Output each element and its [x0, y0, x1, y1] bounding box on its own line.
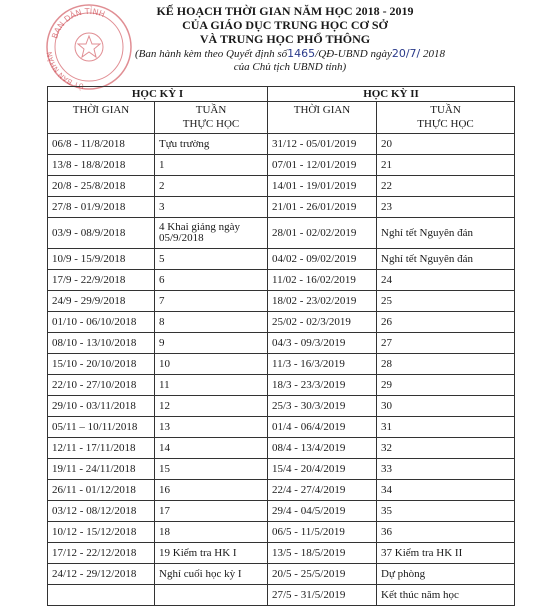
- table-row: [48, 564, 515, 585]
- week-cell-hk2: 22: [377, 176, 515, 197]
- week-cell-hk2: 28: [377, 354, 515, 375]
- week-cell-hk2: 26: [377, 312, 515, 333]
- table-row: [48, 134, 515, 155]
- week-cell-hk1: 8: [155, 312, 268, 333]
- time-cell-hk2: 04/02 - 09/02/2019: [268, 249, 377, 270]
- time-cell-hk2: 22/4 - 27/4/2019: [268, 480, 377, 501]
- time-cell-hk1: 03/12 - 08/12/2018: [48, 501, 155, 522]
- time-cell-hk1: 22/10 - 27/10/2018: [48, 375, 155, 396]
- table-row: [48, 218, 515, 249]
- week-cell-hk2: Dự phòng: [377, 564, 515, 585]
- time-cell-hk1: 17/12 - 22/12/2018: [48, 543, 155, 564]
- time-cell-hk1: 19/11 - 24/11/2018: [48, 459, 155, 480]
- semester-header-row: [48, 87, 515, 102]
- time-cell-hk2: 07/01 - 12/01/2019: [268, 155, 377, 176]
- week-cell-hk1: 1: [155, 155, 268, 176]
- time-cell-hk2: 31/12 - 05/01/2019: [268, 134, 377, 155]
- week-cell-hk2: 24: [377, 270, 515, 291]
- time-cell-hk2: 13/5 - 18/5/2019: [268, 543, 377, 564]
- table-row: [48, 375, 515, 396]
- table-row: [48, 176, 515, 197]
- week-cell-hk1: 19 Kiểm tra HK I: [155, 543, 268, 564]
- title-line-2: CỦA GIÁO DỤC TRUNG HỌC CƠ SỞ: [182, 18, 388, 32]
- table-row: [48, 270, 515, 291]
- svg-text:BAN DÂN TỈNH: [50, 5, 106, 40]
- week-cell-hk2: Nghỉ tết Nguyên đán: [377, 249, 515, 270]
- table-row: [48, 417, 515, 438]
- week-cell-hk2: Nghỉ tết Nguyên đán: [377, 218, 515, 249]
- time-cell-hk2: 20/5 - 25/5/2019: [268, 564, 377, 585]
- time-cell-hk2: 14/01 - 19/01/2019: [268, 176, 377, 197]
- col-time-1: THỜI GIAN: [48, 102, 155, 134]
- week-cell-hk2: 29: [377, 375, 515, 396]
- week-cell-hk1: 10: [155, 354, 268, 375]
- week-cell-hk2: 37 Kiểm tra HK II: [377, 543, 515, 564]
- table-row: [48, 291, 515, 312]
- time-cell-hk2: 25/3 - 30/3/2019: [268, 396, 377, 417]
- week-cell-hk1: 9: [155, 333, 268, 354]
- week-cell-hk2: 35: [377, 501, 515, 522]
- time-cell-hk1: 17/9 - 22/9/2018: [48, 270, 155, 291]
- time-cell-hk1: 24/12 - 29/12/2018: [48, 564, 155, 585]
- time-cell-hk1: [48, 585, 155, 606]
- title-line-1: KẾ HOẠCH THỜI GIAN NĂM HỌC 2018 - 2019: [156, 4, 414, 18]
- week-cell-hk2: 23: [377, 197, 515, 218]
- time-cell-hk1: 15/10 - 20/10/2018: [48, 354, 155, 375]
- column-header-row: [48, 102, 515, 134]
- week-cell-hk2: 21: [377, 155, 515, 176]
- seal-text-left: ỦY BAN NHÂN: [45, 51, 85, 90]
- week-cell-hk1: 14: [155, 438, 268, 459]
- col-week-2-line1: TUẦN: [430, 104, 461, 116]
- week-cell-hk2: 30: [377, 396, 515, 417]
- time-cell-hk2: 01/4 - 06/4/2019: [268, 417, 377, 438]
- time-cell-hk1: 12/11 - 17/11/2018: [48, 438, 155, 459]
- time-cell-hk1: 01/10 - 06/10/2018: [48, 312, 155, 333]
- week-cell-hk2: 34: [377, 480, 515, 501]
- table-row: [48, 459, 515, 480]
- time-cell-hk2: 04/3 - 09/3/2019: [268, 333, 377, 354]
- time-cell-hk2: 18/3 - 23/3/2019: [268, 375, 377, 396]
- table-row: [48, 354, 515, 375]
- title-line-3: VÀ TRUNG HỌC PHỔ THÔNG: [199, 32, 371, 46]
- table-row: [48, 249, 515, 270]
- decision-date: 20/7/: [391, 47, 421, 60]
- document-header: [0, 0, 533, 90]
- table-row: [48, 501, 515, 522]
- col-week-1-line2: THỰC HỌC: [182, 118, 240, 130]
- week-cell-hk2: 27: [377, 333, 515, 354]
- week-cell-hk1: 7: [155, 291, 268, 312]
- decision-year: 2018: [420, 48, 445, 60]
- week-cell-hk1: 2: [155, 176, 268, 197]
- col-week-1: [155, 102, 268, 134]
- time-cell-hk1: 03/9 - 08/9/2018: [48, 218, 155, 249]
- time-cell-hk2: 25/02 - 02/3/2019: [268, 312, 377, 333]
- week-cell-hk2: 20: [377, 134, 515, 155]
- week-cell-hk1: 15: [155, 459, 268, 480]
- col-time-2: THỜI GIAN: [268, 102, 377, 134]
- time-cell-hk1: 08/10 - 13/10/2018: [48, 333, 155, 354]
- decision-prefix: (Ban hành kèm theo Quyết định số: [135, 48, 288, 60]
- week-cell-hk1: 11: [155, 375, 268, 396]
- week-cell-hk2: 25: [377, 291, 515, 312]
- week-cell-hk1: 5: [155, 249, 268, 270]
- table-row: [48, 197, 515, 218]
- week-cell-hk1: 18: [155, 522, 268, 543]
- time-cell-hk1: 27/8 - 01/9/2018: [48, 197, 155, 218]
- time-cell-hk2: 15/4 - 20/4/2019: [268, 459, 377, 480]
- col-week-2-line2: THỰC HỌC: [417, 118, 474, 130]
- decision-middle: /QĐ-UBND ngày: [315, 48, 392, 60]
- time-cell-hk1: 10/12 - 15/12/2018: [48, 522, 155, 543]
- col-week-1-line1: TUẦN: [195, 104, 227, 116]
- table-row: [48, 312, 515, 333]
- table-row: [48, 585, 515, 606]
- week-cell-hk1: 6: [155, 270, 268, 291]
- week-cell-hk1: 4 Khai giảng ngày 05/9/2018: [155, 218, 268, 249]
- time-cell-hk2: 21/01 - 26/01/2019: [268, 197, 377, 218]
- week-cell-hk1: 3: [155, 197, 268, 218]
- decision-reference: [80, 47, 500, 61]
- week-cell-hk1: 13: [155, 417, 268, 438]
- schedule-body: [48, 134, 515, 606]
- time-cell-hk1: 20/8 - 25/8/2018: [48, 176, 155, 197]
- week-cell-hk1: 17: [155, 501, 268, 522]
- time-cell-hk1: 24/9 - 29/9/2018: [48, 291, 155, 312]
- time-cell-hk1: 10/9 - 15/9/2018: [48, 249, 155, 270]
- time-cell-hk1: 29/10 - 03/11/2018: [48, 396, 155, 417]
- table-row: [48, 333, 515, 354]
- time-cell-hk2: 06/5 - 11/5/2019: [268, 522, 377, 543]
- week-cell-hk1: Nghỉ cuối học kỳ I: [155, 564, 268, 585]
- week-cell-hk1: 12: [155, 396, 268, 417]
- time-cell-hk2: 08/4 - 13/4/2019: [268, 438, 377, 459]
- week-cell-hk2: 36: [377, 522, 515, 543]
- time-cell-hk2: 29/4 - 04/5/2019: [268, 501, 377, 522]
- week-cell-hk2: 33: [377, 459, 515, 480]
- table-row: [48, 522, 515, 543]
- table-row: [48, 396, 515, 417]
- seal-text-top: BAN DÂN TỈNH: [50, 6, 107, 40]
- decision-number: 1465: [287, 47, 316, 60]
- week-cell-hk1: 16: [155, 480, 268, 501]
- week-cell-hk2: Kết thúc năm học: [377, 585, 515, 606]
- time-cell-hk1: 05/11 – 10/11/2018: [48, 417, 155, 438]
- time-cell-hk1: 26/11 - 01/12/2018: [48, 480, 155, 501]
- time-cell-hk1: 13/8 - 18/8/2018: [48, 155, 155, 176]
- decision-issuer: của Chủ tịch UBND tỉnh): [233, 61, 347, 73]
- week-cell-hk1: Tựu trường: [155, 134, 268, 155]
- col-week-2: [377, 102, 515, 134]
- time-cell-hk2: 27/5 - 31/5/2019: [268, 585, 377, 606]
- semester-1-header: HỌC KỲ I: [48, 87, 268, 102]
- table-row: [48, 543, 515, 564]
- schedule-table: [47, 86, 515, 606]
- week-cell-hk1: [155, 585, 268, 606]
- time-cell-hk2: 11/3 - 16/3/2019: [268, 354, 377, 375]
- time-cell-hk2: 28/01 - 02/02/2019: [268, 218, 377, 249]
- week-cell-hk2: 32: [377, 438, 515, 459]
- table-row: [48, 480, 515, 501]
- table-row: [48, 155, 515, 176]
- time-cell-hk1: 06/8 - 11/8/2018: [48, 134, 155, 155]
- week-cell-hk2: 31: [377, 417, 515, 438]
- time-cell-hk2: 11/02 - 16/02/2019: [268, 270, 377, 291]
- time-cell-hk2: 18/02 - 23/02/2019: [268, 291, 377, 312]
- table-row: [48, 438, 515, 459]
- semester-2-header: HỌC KỲ II: [268, 87, 515, 102]
